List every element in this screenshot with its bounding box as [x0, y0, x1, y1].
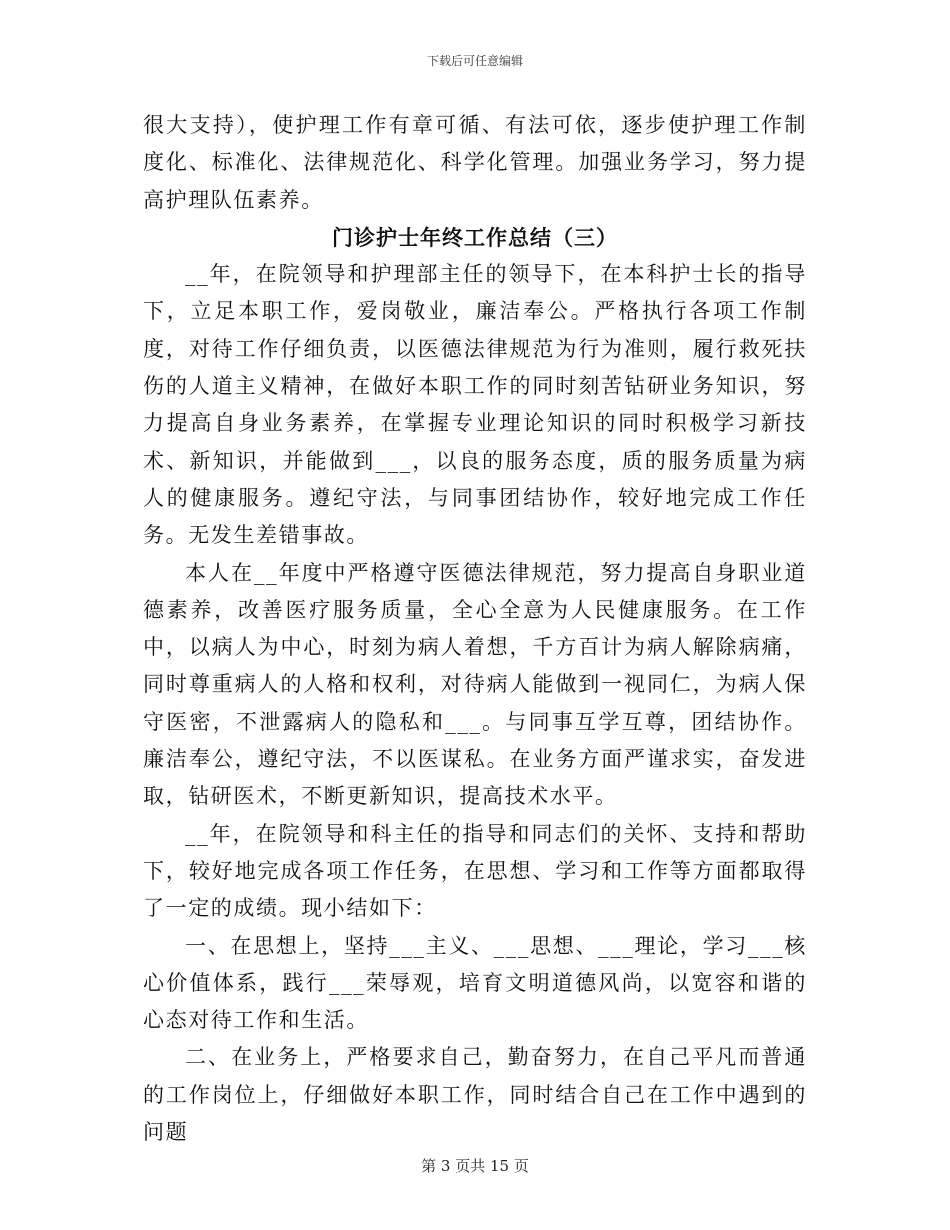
paragraph-ethics: 本人在__年度中严格遵守医德法律规范，努力提高自身职业道德素养，改善医疗服务质量，全心全意为人民健康服务。在工作中，以病人为中心，时刻为病人着想，千方百计为病人解除病痛，同时尊重病人的人格和权利，对待病人能做到一视同仁，为病人保守医密，不泄露病人的隐私和___。与同事互学互尊，团结协作。廉洁奉公，遵纪守法，不以医谋私。在业务方面严谨求实，奋发进取，钻研医术，不断更新知识，提高技术水平。 — [143, 560, 807, 809]
page-header: 下载后可任意编辑 — [426, 54, 523, 68]
document-body — [143, 107, 807, 1151]
paragraph-continuation: 很大支持），使护理工作有章可循、有法可依，逐步使护理工作制度化、标准化、法律规范化、科学化管理。加强业务学习，努力提高护理队伍素养。 — [143, 113, 807, 212]
paragraph-summary: __年，在院领导和科主任的指导和同志们的关怀、支持和帮助下，较好地完成各项工作任务，在思想、学习和工作等方面都取得了一定的成绩。现小结如下： — [143, 821, 807, 921]
page-number: 第 3 页共 15 页 — [421, 1157, 529, 1175]
paragraph-business: 二、在业务上，严格要求自己，勤奋努力，在自己平凡而普通的工作岗位上，仔细做好本职工作，同时结合自己在工作中遇到的问题 — [143, 1045, 807, 1145]
paragraph-thought: 一、在思想上，坚持___主义、___思想、___理论，学习___核心价值体系，践行___荣辱观，培育文明道德风尚，以宽容和谐的心态对待工作和生活。 — [143, 933, 807, 1033]
section-title: 门诊护士年终工作总结（三） — [332, 224, 618, 250]
paragraph-intro: __年，在院领导和护理部主任的领导下，在本科护士长的指导下，立足本职工作，爱岗敬业，廉洁奉公。严格执行各项工作制度，对待工作仔细负责，以医德法律规范为行为准则，履行救死扶伤的人道主义精神，在做好本职工作的同时刻苦钻研业务知识，努力提高自身业务素养，在掌握专业理论知识的同时积极学习新技术、新知识，并能做到___，以良的服务态度，质的服务质量为病人的健康服务。遵纪守法，与同事团结协作，较好地完成工作任务。无发生差错事故。 — [143, 262, 807, 548]
